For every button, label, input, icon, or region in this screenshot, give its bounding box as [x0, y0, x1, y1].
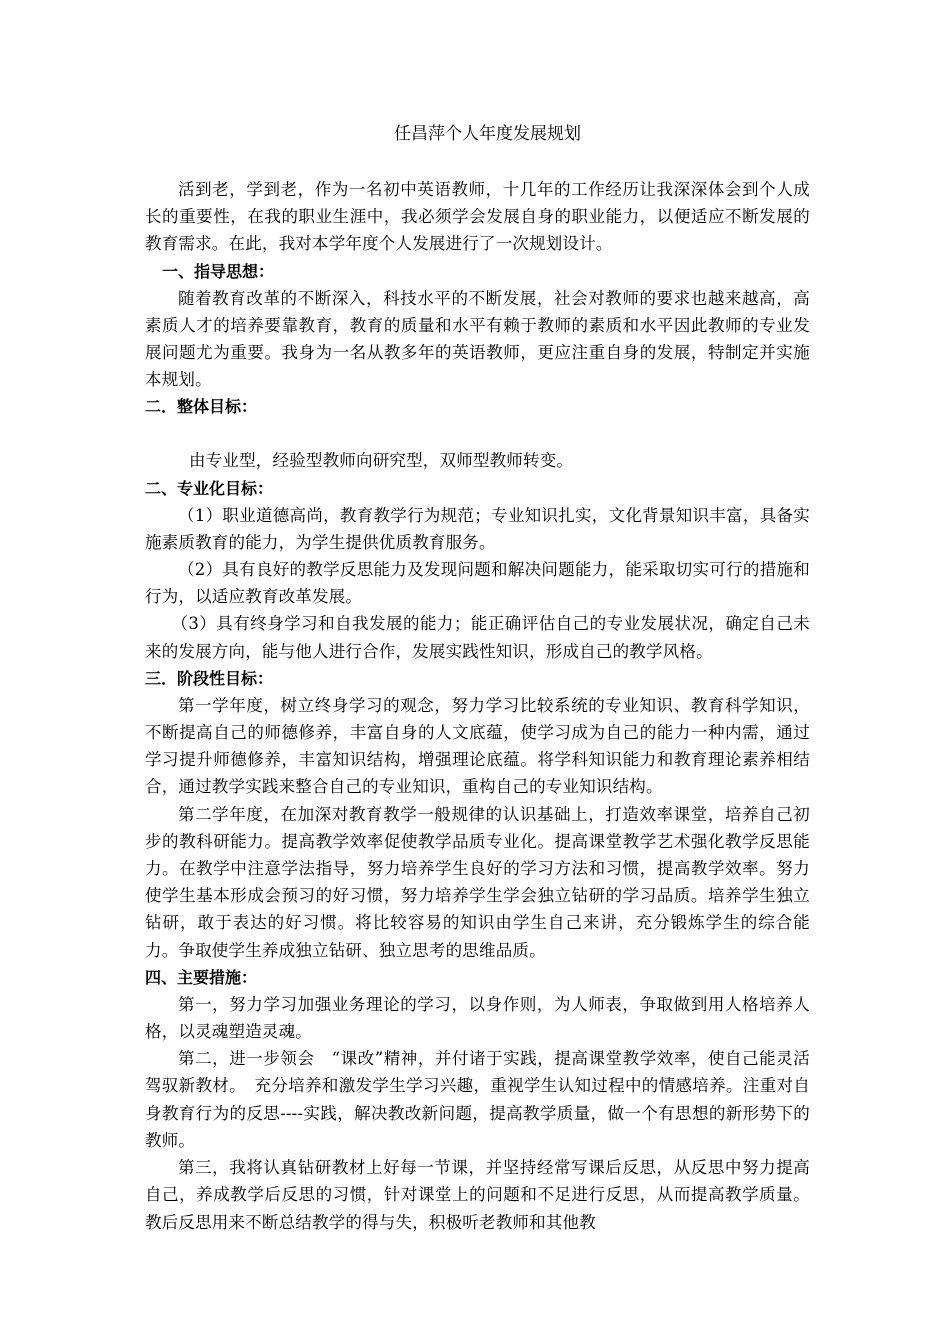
measure-1-paragraph: 第一，努力学习加强业务理论的学习，以身作则，为人师表，争取做到用人格培养人格，以灵魂塑造灵魂。 — [145, 994, 810, 1042]
measure-2-paragraph: 第二，进一步领会 “课改”精神，并付诸于实践，提高课堂教学效率，使自己能灵活驾驭新教材。 充分培养和激发学生学习兴趣，重视学生认知过程中的情感培养。注重对自身教育行为的反思----实践，解决教改新问题，提高教学质量，做一个有思想的新形势下的教师。 — [145, 1049, 810, 1150]
professional-item-3: （3）具有终身学习和自我发展的能力；能正确评估自己的专业发展状况，确定自己未来的发展方向，能与他人进行合作，发展实践性知识，形成自己的教学风格。 — [145, 614, 810, 661]
guiding-paragraph: 随着教育改革的不断深入，科技水平的不断发展，社会对教师的要求也越来越高，高素质人才的培养要靠教育，教育的质量和水平有赖于教师的素质和水平因此教师的专业发展问题尤为重要。我身为一名从教多年的英语教师，更应注重自身的发展，特制定并实施本规划。 — [145, 288, 810, 390]
section-heading-overall: 二．整体目标： — [145, 397, 258, 417]
section-heading-professional: 二、专业化目标： — [145, 478, 274, 498]
section-heading-measures: 四、主要措施： — [145, 967, 258, 987]
professional-item-2: （2）具有良好的教学反思能力及发现问题和解决问题能力，能采取切实可行的措施和行为，以适应教育改革发展。 — [145, 560, 810, 607]
section-heading-guiding: 一、指导思想： — [162, 261, 275, 281]
intro-paragraph: 活到老，学到老，作为一名初中英语教师，十几年的工作经历让我深深体会到个人成长的重要性，在我的职业生涯中，我必须学会发展自身的职业能力，以便适应不断发展的教育需求。在此，我对本学年度个人发展进行了一次规划设计。 — [145, 180, 810, 254]
stage-year2-paragraph: 第二学年度，在加深对教育教学一般规律的认识基础上，打造效率课堂，培养自己初步的教科研能力。提高教学效率促使教学品质专业化。提高课堂教学艺术强化教学反思能力。在教学中注意学法指导，努力培养学生良好的学习方法和习惯，提高教学效率。努力使学生基本形成会预习的好习惯，努力培养学生学会独立钻研的学习品质。培养学生独立钻研，敢于表达的好习惯。将比较容易的知识由学生自己来讲，充分锻炼学生的综合能力。争取使学生养成独立钻研、独立思考的思维品质。 — [145, 804, 810, 960]
professional-item-1: （1）职业道德高尚，教育教学行为规范；专业知识扎实，文化背景知识丰富，具备实施素质教育的能力，为学生提供优质教育服务。 — [145, 505, 810, 552]
overall-paragraph: 由专业型，经验型教师向研究型，双师型教师转变。 — [189, 451, 574, 471]
stage-year1-paragraph: 第一学年度，树立终身学习的观念，努力学习比较系统的专业知识、教育科学知识，不断提高自己的师德修养，丰富自身的人文底蕴，使学习成为自己的能力一种内需，通过学习提升师德修养，丰富知识结构，增强理论底蕴。将学科知识能力和教育理论素养相结合，通过教学实践来整合自己的专业知识，重构自己的专业知识结构。 — [145, 695, 810, 797]
document-page — [145, 122, 810, 1236]
section-heading-stage: 三．阶段性目标： — [145, 668, 274, 688]
measure-3-paragraph: 第三，我将认真钻研教材上好每一节课，并坚持经常写课后反思，从反思中努力提高自己，养成教学后反思的习惯，针对课堂上的问题和不足进行反思，从而提高教学质量。教后反思用来不断总结教学的得与失，积极听老教师和其他教 — [145, 1158, 810, 1232]
spacer — [145, 420, 810, 447]
document-title: 任昌萍个人年度发展规划 — [394, 124, 581, 144]
